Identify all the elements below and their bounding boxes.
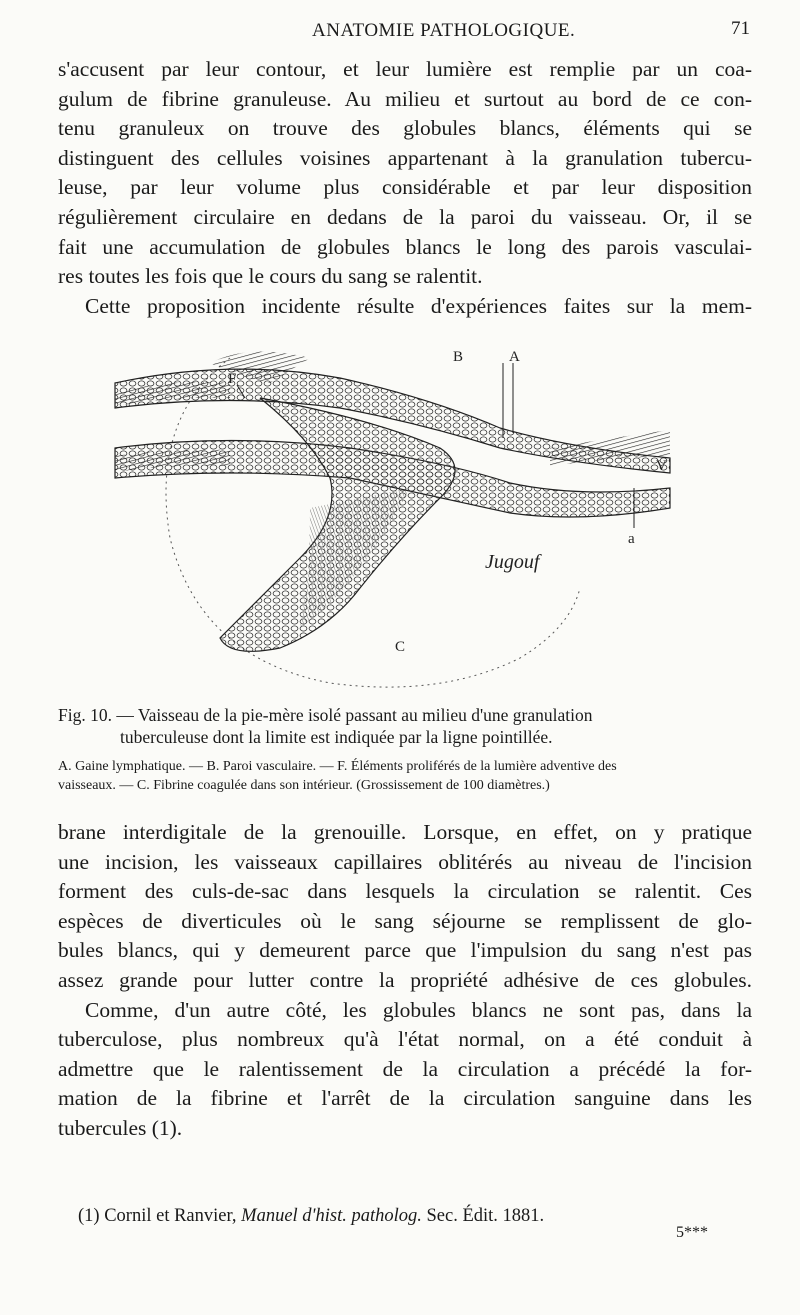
fibrin-core <box>300 488 410 628</box>
text-line: gulum de fibrine granuleuse. Au milieu et surtout au bord de ce con- <box>58 86 752 111</box>
footnote-title: Manuel d'hist. patholog. <box>241 1206 422 1226</box>
text-line: brane interdigitale de la grenouille. Lorsque, en effet, on y pratique <box>58 820 752 844</box>
footnote-marker: (1) <box>78 1206 100 1226</box>
vessel-engraving <box>110 338 690 693</box>
engraver-signature: Jugouf <box>485 551 540 573</box>
label-a-small: a <box>628 531 635 547</box>
paragraph-top <box>58 55 752 321</box>
legend-line: vaisseaux. — C. Fibrine coagulée dans son intérieur. (Grossissement de 100 diamètres.) <box>58 778 550 793</box>
text-line: res toutes les fois que le cours du sang se ralentit. <box>58 264 483 289</box>
text-line: leuse, par leur volume plus considérable et par leur disposition <box>58 175 752 200</box>
caption-line: Fig. 10. — Vaisseau de la pie-mère isolé passant au milieu d'une granulation <box>58 705 593 725</box>
text-line: Comme, d'un autre côté, les globules blancs ne sont pas, dans la <box>85 997 752 1022</box>
label-b: B <box>453 349 464 365</box>
caption-line: tuberculeuse dont la limite est indiquée par la ligne pointillée. <box>120 727 553 747</box>
text-line: admettre que le ralentissement de la circulation a précédé la for- <box>58 1056 752 1081</box>
text-line: tubercules (1). <box>58 1115 183 1140</box>
text-line: mation de la fibrine et l'arrêt de la circulation sanguine dans les <box>58 1086 752 1111</box>
label-a: A <box>509 349 520 365</box>
label-f: F <box>228 371 237 387</box>
text-line: fait une accumulation de globules blancs le long des parois vasculai- <box>58 234 752 259</box>
text-line: tenu granuleux on trouve des globules blancs, éléments qui se <box>58 116 752 141</box>
label-c: C <box>395 639 406 655</box>
text-line: distinguent des cellules voisines appartenant à la granulation tubercu- <box>58 145 752 170</box>
footnote <box>78 1206 638 1227</box>
footnote-text: Cornil et Ranvier, <box>104 1206 242 1226</box>
text-line: tuberculose, plus nombreux qu'à l'état normal, on a été conduit à <box>58 1027 752 1052</box>
page-header <box>60 16 750 46</box>
legend-line: A. Gaine lymphatique. — B. Paroi vasculaire. — F. Éléments proliférés de la lumière adventive des <box>58 759 617 774</box>
text-line: bules blancs, qui y demeurent parce que l'impulsion du sang n'est pas <box>58 938 752 963</box>
text-line: régulièrement circulaire en dedans de la paroi du vaisseau. Or, il se <box>58 204 752 229</box>
label-v: V <box>656 458 667 474</box>
text-line: espèces de diverticules où le sang séjourne se remplissent de glo- <box>58 908 752 933</box>
text-line: forment des culs-de-sac dans lesquels la circulation se ralentit. Ces <box>58 879 752 904</box>
figure-legend <box>58 757 752 795</box>
text-line: Cette proposition incidente résulte d'expériences faites sur la mem- <box>85 293 752 318</box>
footnote-text-end: Sec. Édit. 1881. <box>421 1206 545 1226</box>
page-number: 71 <box>731 18 750 39</box>
paragraph-bottom <box>58 818 752 1144</box>
figure-illustration <box>110 338 690 693</box>
figure-caption <box>58 704 752 748</box>
text-line: une incision, les vaisseaux capillaires oblitérés au niveau de l'incision <box>58 849 752 874</box>
printer-signature-mark: 5*** <box>676 1224 708 1241</box>
text-line: s'accusent par leur contour, et leur lumière est remplie par un coa- <box>58 57 752 81</box>
running-head: ANATOMIE PATHOLOGIQUE. <box>312 20 576 41</box>
text-line: assez grande pour lutter contre la propriété adhésive de ces globules. <box>58 967 752 992</box>
